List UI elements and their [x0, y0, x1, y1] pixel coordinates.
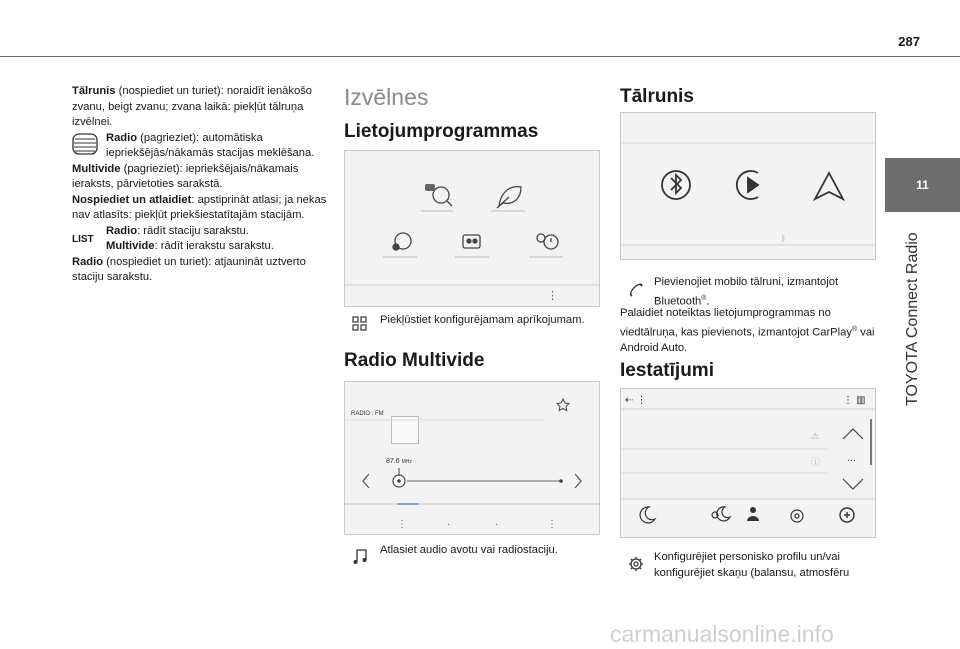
mv-paragraph: Multivide (pagrieziet): iepriekšējais/nākamais ieraksts, pārvietoties sarakstā.: [72, 162, 299, 190]
svg-text:·: ·: [447, 519, 451, 530]
eco-leaf-icon: [497, 187, 521, 208]
hold-paragraph: Radio (nospiediet un turiet): atjaunināt uztverto staciju sarakstu.: [72, 255, 306, 283]
watermark: carmanualsonline.info: [610, 621, 834, 647]
scroll-down-icon: [843, 479, 863, 489]
scroll-up-icon: [843, 429, 863, 439]
telephone-screen-icons: [621, 113, 875, 259]
apps-screen: [344, 150, 600, 307]
svg-text:…: …: [847, 454, 856, 464]
apps-screen-icons: [345, 151, 599, 306]
settings-screen-icons: [621, 389, 875, 537]
bluetooth-icon: [662, 171, 690, 199]
telephone-screen: [620, 112, 876, 260]
menus-heading: Izvēlnes: [344, 84, 429, 110]
apps-caption: Piekļūstiet konfigurējamam aprīkojumam.: [380, 314, 585, 326]
apps-grid-icon: [352, 316, 368, 332]
radio-paragraph: Radio (pagrieziet): automātiska iepriekšējās/nākamās stacijas meklēšana.: [72, 131, 330, 162]
svg-text:⋮ ▥: ⋮ ▥: [843, 395, 866, 406]
press-paragraph: Nospiediet un atlaidiet: apstiprināt atlasi; ja nekas nav atlasīts: piekļūt priekšiestatītajām stacijām.: [72, 193, 327, 221]
next-station-icon: [575, 474, 581, 488]
telephone-caption-b: Palaidiet noteiktas lietojumprogrammas no viedtālruņa, kas pievienots, izmantojot CarPlay® vai Android Auto.: [620, 307, 875, 354]
phone-handset-icon: [628, 282, 644, 298]
top-rule: [0, 56, 960, 57]
page-number: 287: [898, 34, 920, 49]
svg-text:⇠ ⋮: ⇠ ⋮: [625, 395, 647, 406]
telephone-heading: Tālrunis: [620, 86, 694, 107]
profile-icon: [747, 507, 759, 521]
svg-text:⚠: ⚠: [811, 432, 820, 442]
day-night-icon: [712, 507, 730, 521]
settings-heading: Iestatījumi: [620, 360, 714, 381]
chapter-title: TOYOTA Connect Radio: [904, 232, 921, 406]
settings-gear-icon: [628, 556, 644, 572]
carplay-icon: [737, 171, 758, 199]
svg-text:⋮: ⋮: [547, 519, 557, 530]
radio-band: RADIO : FM: [351, 411, 384, 417]
radio-controls: [345, 382, 599, 534]
apps-heading: Lietojumprogrammas: [344, 121, 539, 142]
night-mode-icon: [640, 507, 655, 523]
controls-description: [72, 84, 330, 286]
tel-paragraph: Tālrunis (nospiediet un turiet): noraidīt ienākošo zvanu, beigt zvanu; zvana laikā: piekļūt tālruņa izvēlnei.: [72, 85, 313, 128]
list-button-label: LIST: [72, 233, 94, 245]
music-note-icon: [352, 547, 368, 565]
dial-icon: [72, 133, 98, 155]
radio-heading: Radio Multivide: [344, 350, 485, 371]
list-paragraph: LIST Radio: rādīt staciju sarakstu. Multivide: rādīt ierakstu sarakstu.: [72, 224, 274, 252]
radio-caption: Atlasiet audio avotu vai radiostaciju.: [380, 544, 558, 556]
more-options-icon: ⋮: [547, 290, 558, 302]
svg-text:⋮: ⋮: [397, 519, 407, 530]
favorite-star-icon: [557, 399, 569, 411]
privacy-icon: [840, 508, 854, 522]
svg-text:ᛒ: ᛒ: [781, 234, 786, 243]
android-auto-icon: [815, 173, 843, 199]
prev-station-icon: [363, 474, 369, 488]
timer-icon: [537, 234, 558, 249]
svg-text:ⓘ: ⓘ: [811, 458, 821, 468]
settings-caption: Konfigurējiet personisko profilu un/vai konfigurējiet skaņu (balansu, atmosfēru: [654, 551, 850, 579]
connected-nav-icon: [425, 184, 452, 206]
radio-frequency: 87.6 MHz: [386, 458, 412, 465]
radio-screen: [344, 381, 600, 535]
driver-aids-icon: [463, 235, 480, 248]
sound-settings-icon: [791, 510, 803, 522]
settings-screen: [620, 388, 876, 538]
chapter-tab[interactable]: 11: [885, 158, 960, 212]
svg-text:·: ·: [495, 519, 499, 530]
climate-icon: [393, 233, 411, 250]
telephone-caption-a: Pievienojiet mobilo tālruni, izmantojot Bluetooth®.: [654, 276, 839, 308]
